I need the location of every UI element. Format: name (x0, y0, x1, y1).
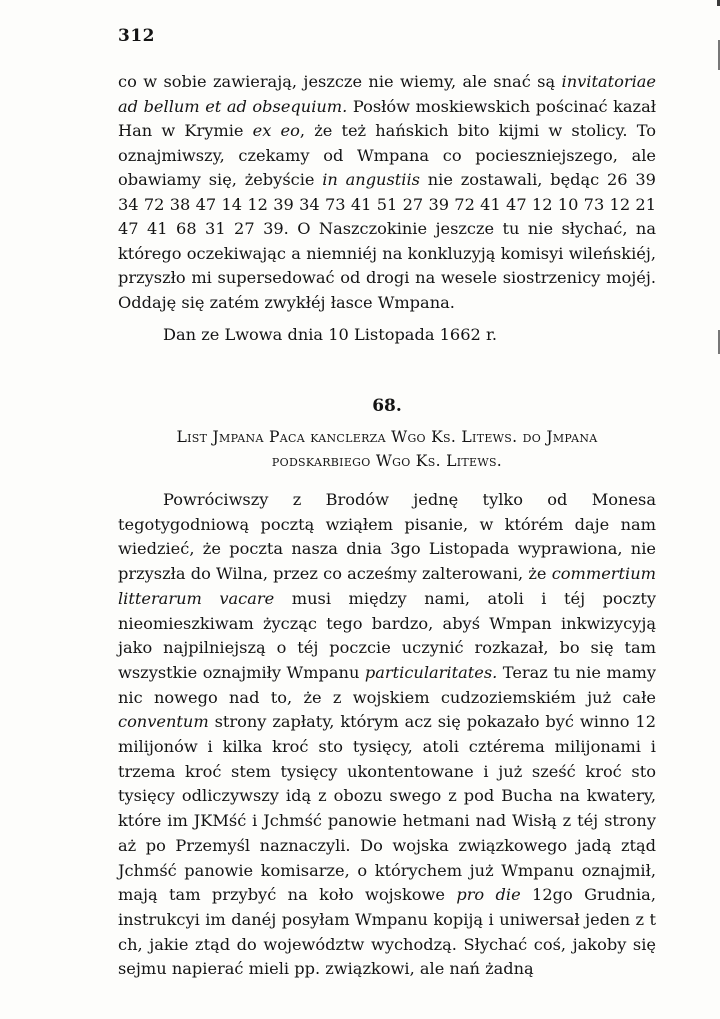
text-run: nie zostawali, będąc 26 39 34 72 38 47 14 12 39 34 73 41 51 27 39 72 41 47 12 10 73 12 21 47 41 68 31 27 39. O Naszczokinie jeszcze tu nie słychać, na którego oczekiwając a niemniéj na konkluzyją komisyi wileńskiéj, przyszło mi supersedować od drogi na wesele siostrzenicy mojéj. Oddaję się zatém zwykłéj łasce Wmpana. (118, 170, 656, 312)
text-run: Powróciwszy z Brodów jednę tylko od Monesa tegotygodniową pocztą wziąłem pisanie, w którém daje nam wiedzieć, że poczta nasza dnia 3go Listopada wyprawiona, nie przyszła do Wilna, przez co acześmy zalterowani, że (118, 490, 656, 584)
text-run: musi między nami, atoli i téj poczty nieomieszkiwam życząc tego bardzo, abyś Wmpan inkwizycyją jako najpilniejszą o téj poczcie uczynić rozkazał, bo się tam wszystkie oznajmiły Wmpanu (118, 588, 656, 682)
letter-68-body (118, 488, 656, 982)
text-run: Posłów moskiewskich pościnać kazał Han w Krymie (118, 96, 656, 140)
latin-phrase: pro die (456, 885, 521, 905)
text-run: 12go Grudnia, instrukcyi im danéj posyłam Wmpanu kopiją i uniwersał jeden z t ch, jakie ztąd do województw wychodzą. Słychać coś, jakoby się sejmu napierać mieli pp. związkowi, ale nań żadną (118, 885, 656, 979)
latin-phrase: particularitates. (364, 662, 498, 682)
latin-phrase: commertium litterarum vacare (118, 564, 656, 608)
heading-line-2: podskarbiego Wgo Ks. Litews. (271, 452, 503, 470)
letter-heading (118, 425, 656, 473)
text-run: , że też hańskich bito kijmi w stolicy. To oznajmiwszy, czekamy od Wmpana co pocieszniejszego, ale obawiamy się, żebyście (118, 121, 656, 189)
latin-phrase: conventum (118, 712, 209, 732)
latin-phrase: in angustiis (322, 170, 420, 189)
text-run: strony zapłaty, którym acz się pokazało być winno 12 milijonów i kilka kroć sto tysięcy, atoli cztérema milijonami i trzema kroć stem tysięcy ukontentowane i już sześć kroć sto tysięcy odliczywszy idą z obozu swego z pod Bucha na kwatery, które im JKMść i Jchmść panowie hetmani nad Wisłą z téj strony aż po Przemyśl naznaczyli. Do wojska związkowego jadą ztąd Jchmść panowie komisarze, o którychem już Wmpanu oznajmił, mają tam przybyć na koło wojskowe (118, 712, 656, 905)
text-run: Teraz tu nie mamy nic nowego nad to, że z wojskiem cudzoziemskiém już całe (118, 662, 656, 707)
latin-phrase: invitatoriae ad bellum et ad obsequium. (118, 72, 656, 116)
text-run: co w sobie zawierają, jeszcze nie wiemy, ale snać są (118, 72, 562, 91)
page-number: 312 (118, 26, 155, 46)
letter-67-closing-paragraph (118, 70, 656, 315)
latin-phrase: ex eo (252, 121, 300, 140)
heading-line-1: List Jmpana Paca kanclerza Wgo Ks. Litews. do Jmpana (176, 428, 598, 446)
letter-number: 68. (372, 396, 402, 416)
book-page (118, 0, 656, 1019)
dateline: Dan ze Lwowa dnia 10 Listopada 1662 r. (163, 325, 498, 344)
